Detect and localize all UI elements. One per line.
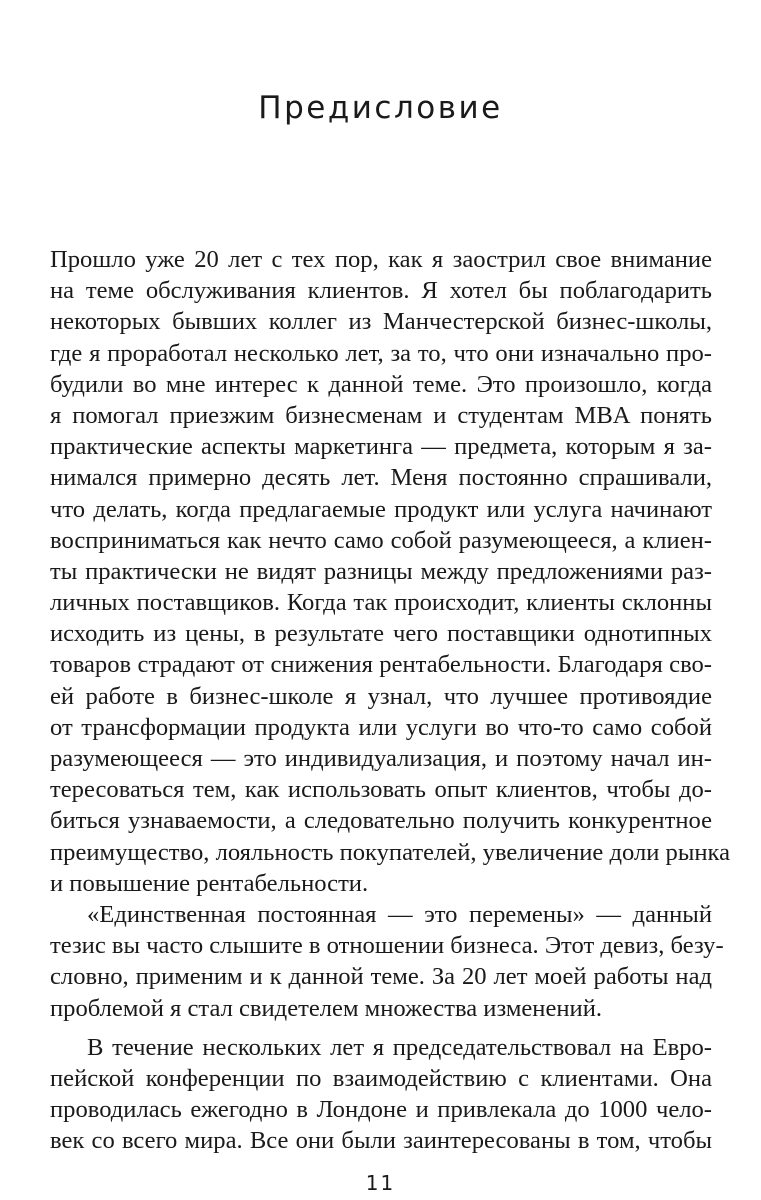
text-line: личных поставщиков. Когда так происходит, клиенты склонны	[50, 589, 712, 617]
text-line: я помогал приезжим бизнесменам и студентам MBA понять	[50, 401, 712, 429]
text-line: «Единственная постоянная — это перемены» — данный	[87, 900, 712, 928]
text-line: некоторых бывших коллег из Манчестерской бизнес-школы,	[50, 308, 712, 336]
text-line: словно, применим и к данной теме. За 20 лет моей работы над	[50, 963, 712, 991]
text-line: практические аспекты маркетинга — предмета, которым я за-	[50, 433, 712, 461]
text-line: что делать, когда предлагаемые продукт или услуга начинают	[50, 495, 712, 523]
page-number: 11	[365, 1171, 396, 1195]
text-line: будили во мне интерес к данной теме. Это произошло, когда	[50, 370, 712, 398]
text-line: тезис вы часто слышите в отношении бизнеса. Этот девиз, безу-	[50, 932, 724, 960]
text-line: биться узнаваемости, а следовательно получить конкурентное	[50, 807, 712, 835]
text-line: нимался примерно десять лет. Меня постоянно спрашивали,	[50, 464, 712, 492]
text-line: товаров страдают от снижения рентабельности. Благодаря сво-	[50, 651, 712, 679]
paragraph	[50, 244, 731, 899]
chapter-title: Предисловие	[258, 90, 503, 126]
paragraph-spacer	[50, 1024, 712, 1032]
text-line: ты практически не видят разницы между предложениями раз-	[50, 557, 712, 585]
text-line: Прошло уже 20 лет с тех пор, как я заострил свое внимание	[50, 246, 712, 273]
paragraph	[50, 1032, 712, 1157]
text-line: исходить из цены, в результате чего поставщики однотипных	[50, 620, 712, 648]
text-line: разумеющееся — это индивидуализация, и поэтому начал ин-	[50, 745, 712, 772]
text-line: проблемой я стал свидетелем множества изменений.	[50, 994, 603, 1022]
text-line: пейской конференции по взаимодействию с клиентами. Она	[50, 1064, 712, 1092]
text-line: на теме обслуживания клиентов. Я хотел бы поблагодарить	[50, 277, 712, 305]
text-line: от трансформации продукта или услуги во что-то само собой	[50, 713, 712, 741]
body-text	[50, 244, 731, 1156]
text-line: ей работе в бизнес-школе я узнал, что лучшее противоядие	[50, 682, 712, 710]
text-line: век со всего мира. Все они были заинтересованы в том, чтобы	[50, 1127, 712, 1155]
text-line: В течение нескольких лет я председательствовал на Евро-	[87, 1033, 712, 1061]
paragraph	[50, 899, 724, 1024]
text-line: где я проработал несколько лет, за то, что они изначально про-	[50, 339, 712, 367]
text-line: восприниматься как нечто само собой разумеющееся, а клиен-	[50, 526, 712, 554]
text-line: и повышение рентабельности.	[50, 869, 369, 897]
text-line: тересоваться тем, как использовать опыт клиентов, чтобы до-	[50, 776, 712, 804]
text-line: проводилась ежегодно в Лондоне и привлекала до 1000 чело-	[50, 1096, 712, 1124]
text-line: преимущество, лояльность покупателей, увеличение доли рынка	[50, 838, 731, 866]
